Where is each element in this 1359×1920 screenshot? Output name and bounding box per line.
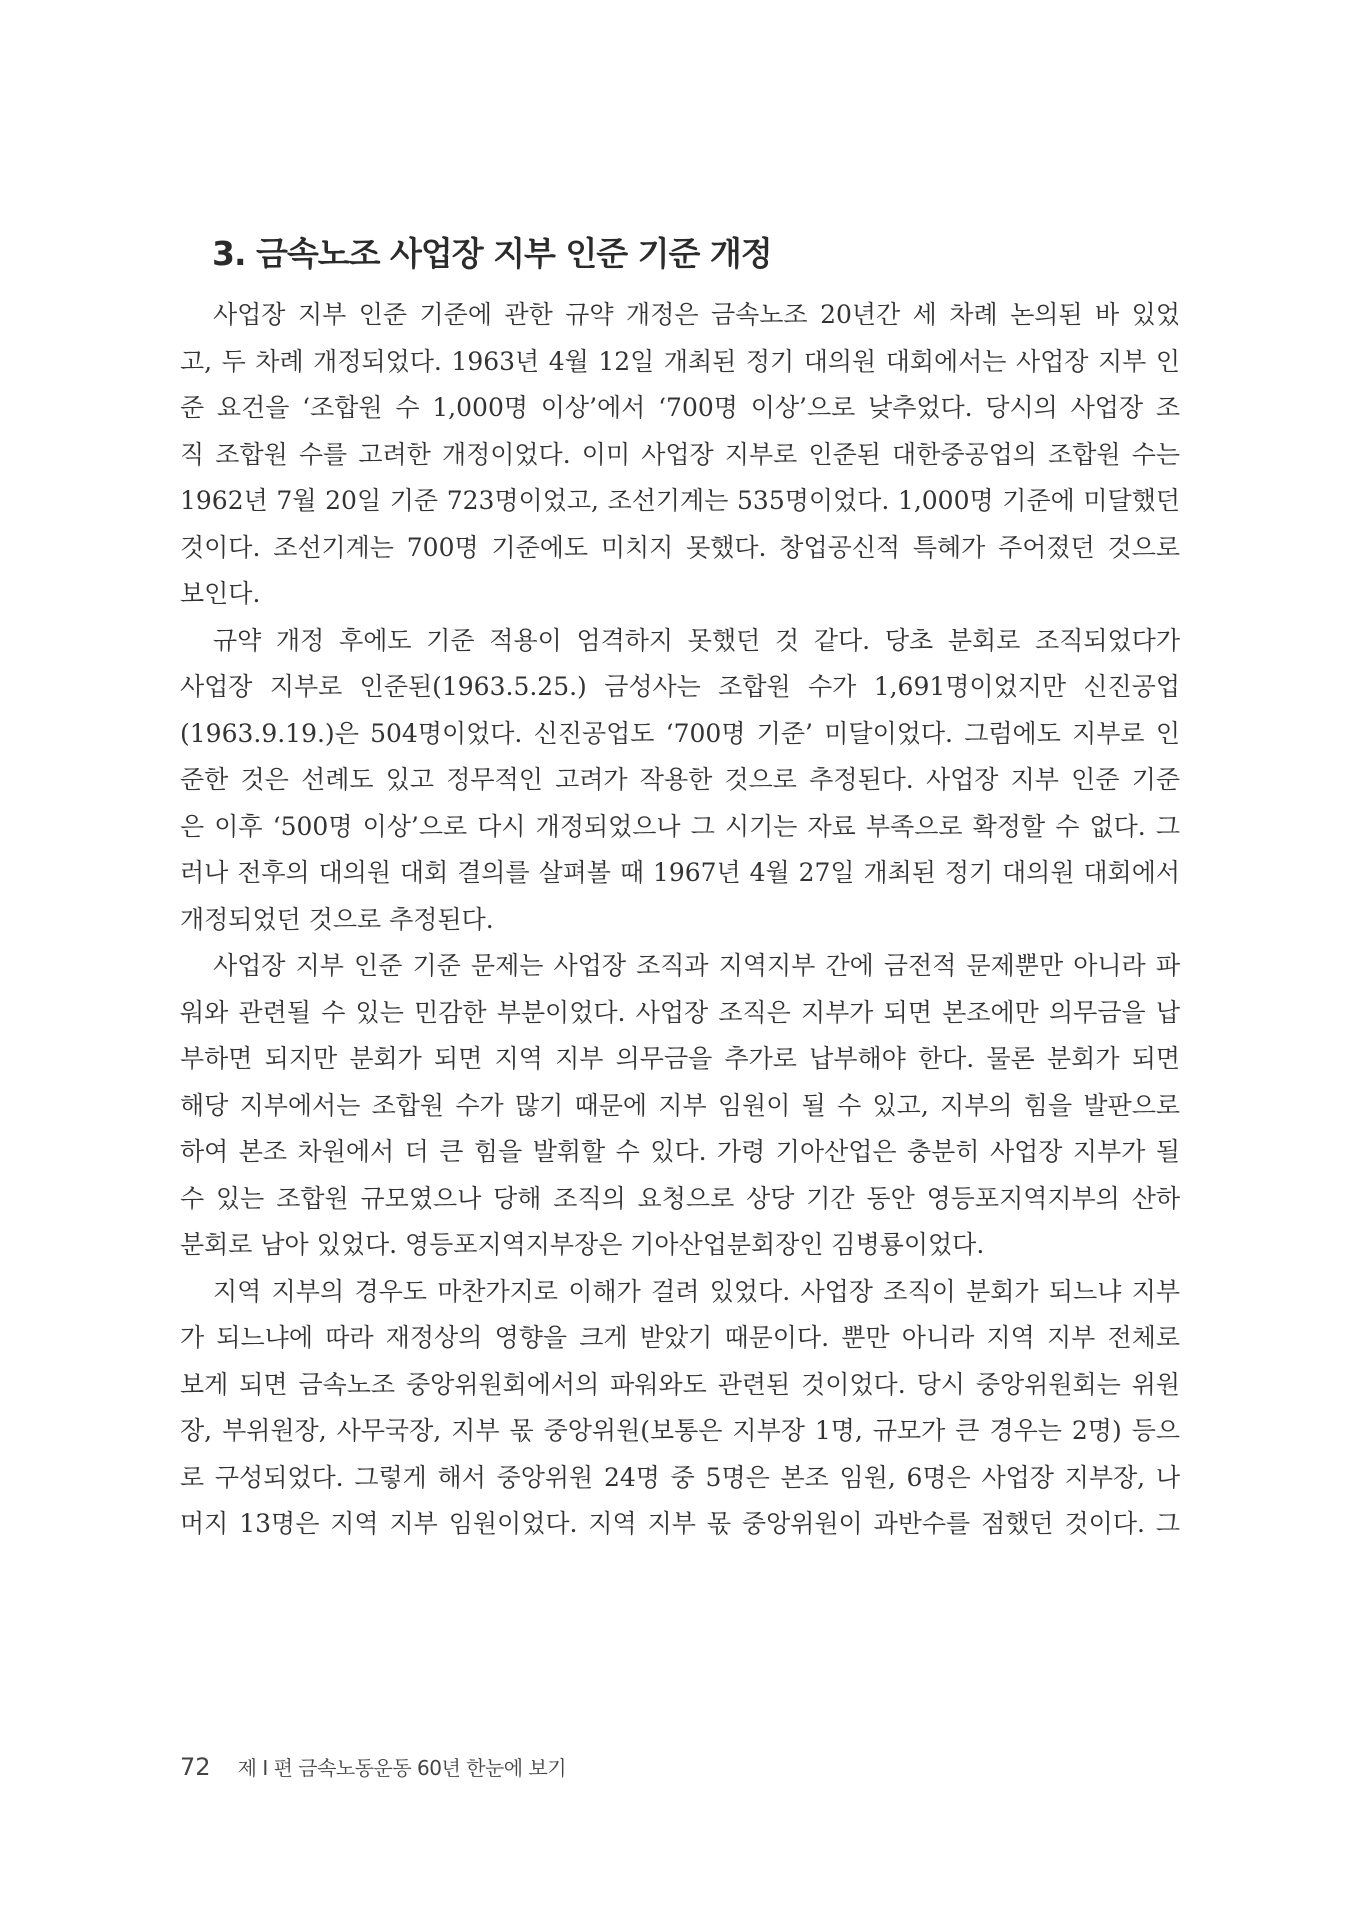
text-line: 고, 두 차례 개정되었다. 1963년 4월 12일 개최된 정기 대의원 대회에서는 사업장 지부 인: [180, 346, 1180, 376]
text-line: 준한 것은 선례도 있고 정무적인 고려가 작용한 것으로 추정된다. 사업장 지부 인준 기준: [180, 765, 1180, 794]
text-line: 머지 13명은 지역 지부 임원이었다. 지역 지부 몫 중앙위원이 과반수를 점했던 것이다. 그: [180, 1509, 1180, 1538]
text-line: (1963.9.19.)은 504명이었다. 신진공업도 ‘700명 기준’ 미달이었다. 그럼에도 지부로 인: [180, 718, 1180, 748]
text-line: 1962년 7월 20일 기준 723명이었고, 조선기계는 535명이었다. 1,000명 기준에 미달했던: [180, 486, 1180, 515]
text-line: 직 조합원 수를 고려한 개정이었다. 이미 사업장 지부로 인준된 대한중공업의 조합원 수는: [180, 439, 1180, 469]
text-line: 준 요건을 ‘조합원 수 1,000명 이상’에서 ‘700명 이상’으로 낮추었다. 당시의 사업장 조: [180, 393, 1180, 422]
section-heading: 3. 금속노조 사업장 지부 인준 기준 개정: [212, 234, 772, 273]
text-line: 개정되었던 것으로 추정된다.: [180, 904, 494, 934]
paragraph: [180, 1269, 1180, 1548]
page-footer: [180, 1752, 566, 1781]
text-line: 은 이후 ‘500명 이상’으로 다시 개정되었으나 그 시기는 자료 부족으로 확정할 수 없다. 그: [180, 811, 1180, 841]
text-line: 보게 되면 금속노조 중앙위원회에서의 파워와도 관련된 것이었다. 당시 중앙위원회는 위원: [180, 1369, 1180, 1399]
text-line: 사업장 지부로 인준된(1963.5.25.) 금성사는 조합원 수가 1,691명이었지만 신진공업: [180, 672, 1180, 701]
paragraph: [180, 618, 1180, 944]
text-line: 수 있는 조합원 규모였으나 당해 조직의 요청으로 상당 기간 동안 영등포지역지부의 산하: [180, 1183, 1180, 1213]
text-line: 사업장 지부 인준 기준 문제는 사업장 조직과 지역지부 간에 금전적 문제뿐만 아니라 파: [213, 951, 1180, 980]
text-line: 워와 관련될 수 있는 민감한 부분이었다. 사업장 조직은 지부가 되면 본조에만 의무금을 납: [180, 997, 1180, 1027]
text-line: 규약 개정 후에도 기준 적용이 엄격하지 못했던 것 같다. 당초 분회로 조직되었다가: [213, 625, 1180, 655]
text-line: 사업장 지부 인준 기준에 관한 규약 개정은 금속노조 20년간 세 차례 논의된 바 있었: [213, 300, 1180, 329]
text-line: 러나 전후의 대의원 대회 결의를 살펴볼 때 1967년 4월 27일 개최된 정기 대의원 대회에서: [180, 858, 1180, 887]
text-line: 지역 지부의 경우도 마찬가지로 이해가 걸려 있었다. 사업장 조직이 분회가 되느냐 지부: [213, 1276, 1180, 1306]
text-line: 하여 본조 차원에서 더 큰 힘을 발휘할 수 있다. 가령 기아산업은 충분히 사업장 지부가 될: [180, 1137, 1180, 1166]
paragraph: [180, 943, 1180, 1269]
body-text: [180, 292, 1180, 1548]
text-line: 장, 부위원장, 사무국장, 지부 몫 중앙위원(보통은 지부장 1명, 규모가 큰 경우는 2명) 등으: [180, 1416, 1180, 1445]
text-line: 가 되느냐에 따라 재정상의 영향을 크게 받았기 때문이다. 뿐만 아니라 지역 지부 전체로: [180, 1323, 1180, 1352]
text-line: 보인다.: [180, 579, 261, 608]
text-line: 해당 지부에서는 조합원 수가 많기 때문에 지부 임원이 될 수 있고, 지부의 힘을 발판으로: [180, 1090, 1180, 1120]
paragraph: [180, 292, 1180, 618]
page-number: 72: [180, 1753, 211, 1781]
text-line: 것이다. 조선기계는 700명 기준에도 미치지 못했다. 창업공신적 특혜가 주어졌던 것으로: [180, 532, 1180, 562]
text-line: 부하면 되지만 분회가 되면 지역 지부 의무금을 추가로 납부해야 한다. 물론 분회가 되면: [180, 1044, 1180, 1073]
text-line: 로 구성되었다. 그렇게 해서 중앙위원 24명 중 5명은 본조 임원, 6명은 사업장 지부장, 나: [180, 1462, 1180, 1492]
running-title: 제 I 편 금속노동운동 60년 한눈에 보기: [237, 1756, 567, 1780]
text-line: 분회로 남아 있었다. 영등포지역지부장은 기아산업분회장인 김병룡이었다.: [180, 1230, 985, 1259]
